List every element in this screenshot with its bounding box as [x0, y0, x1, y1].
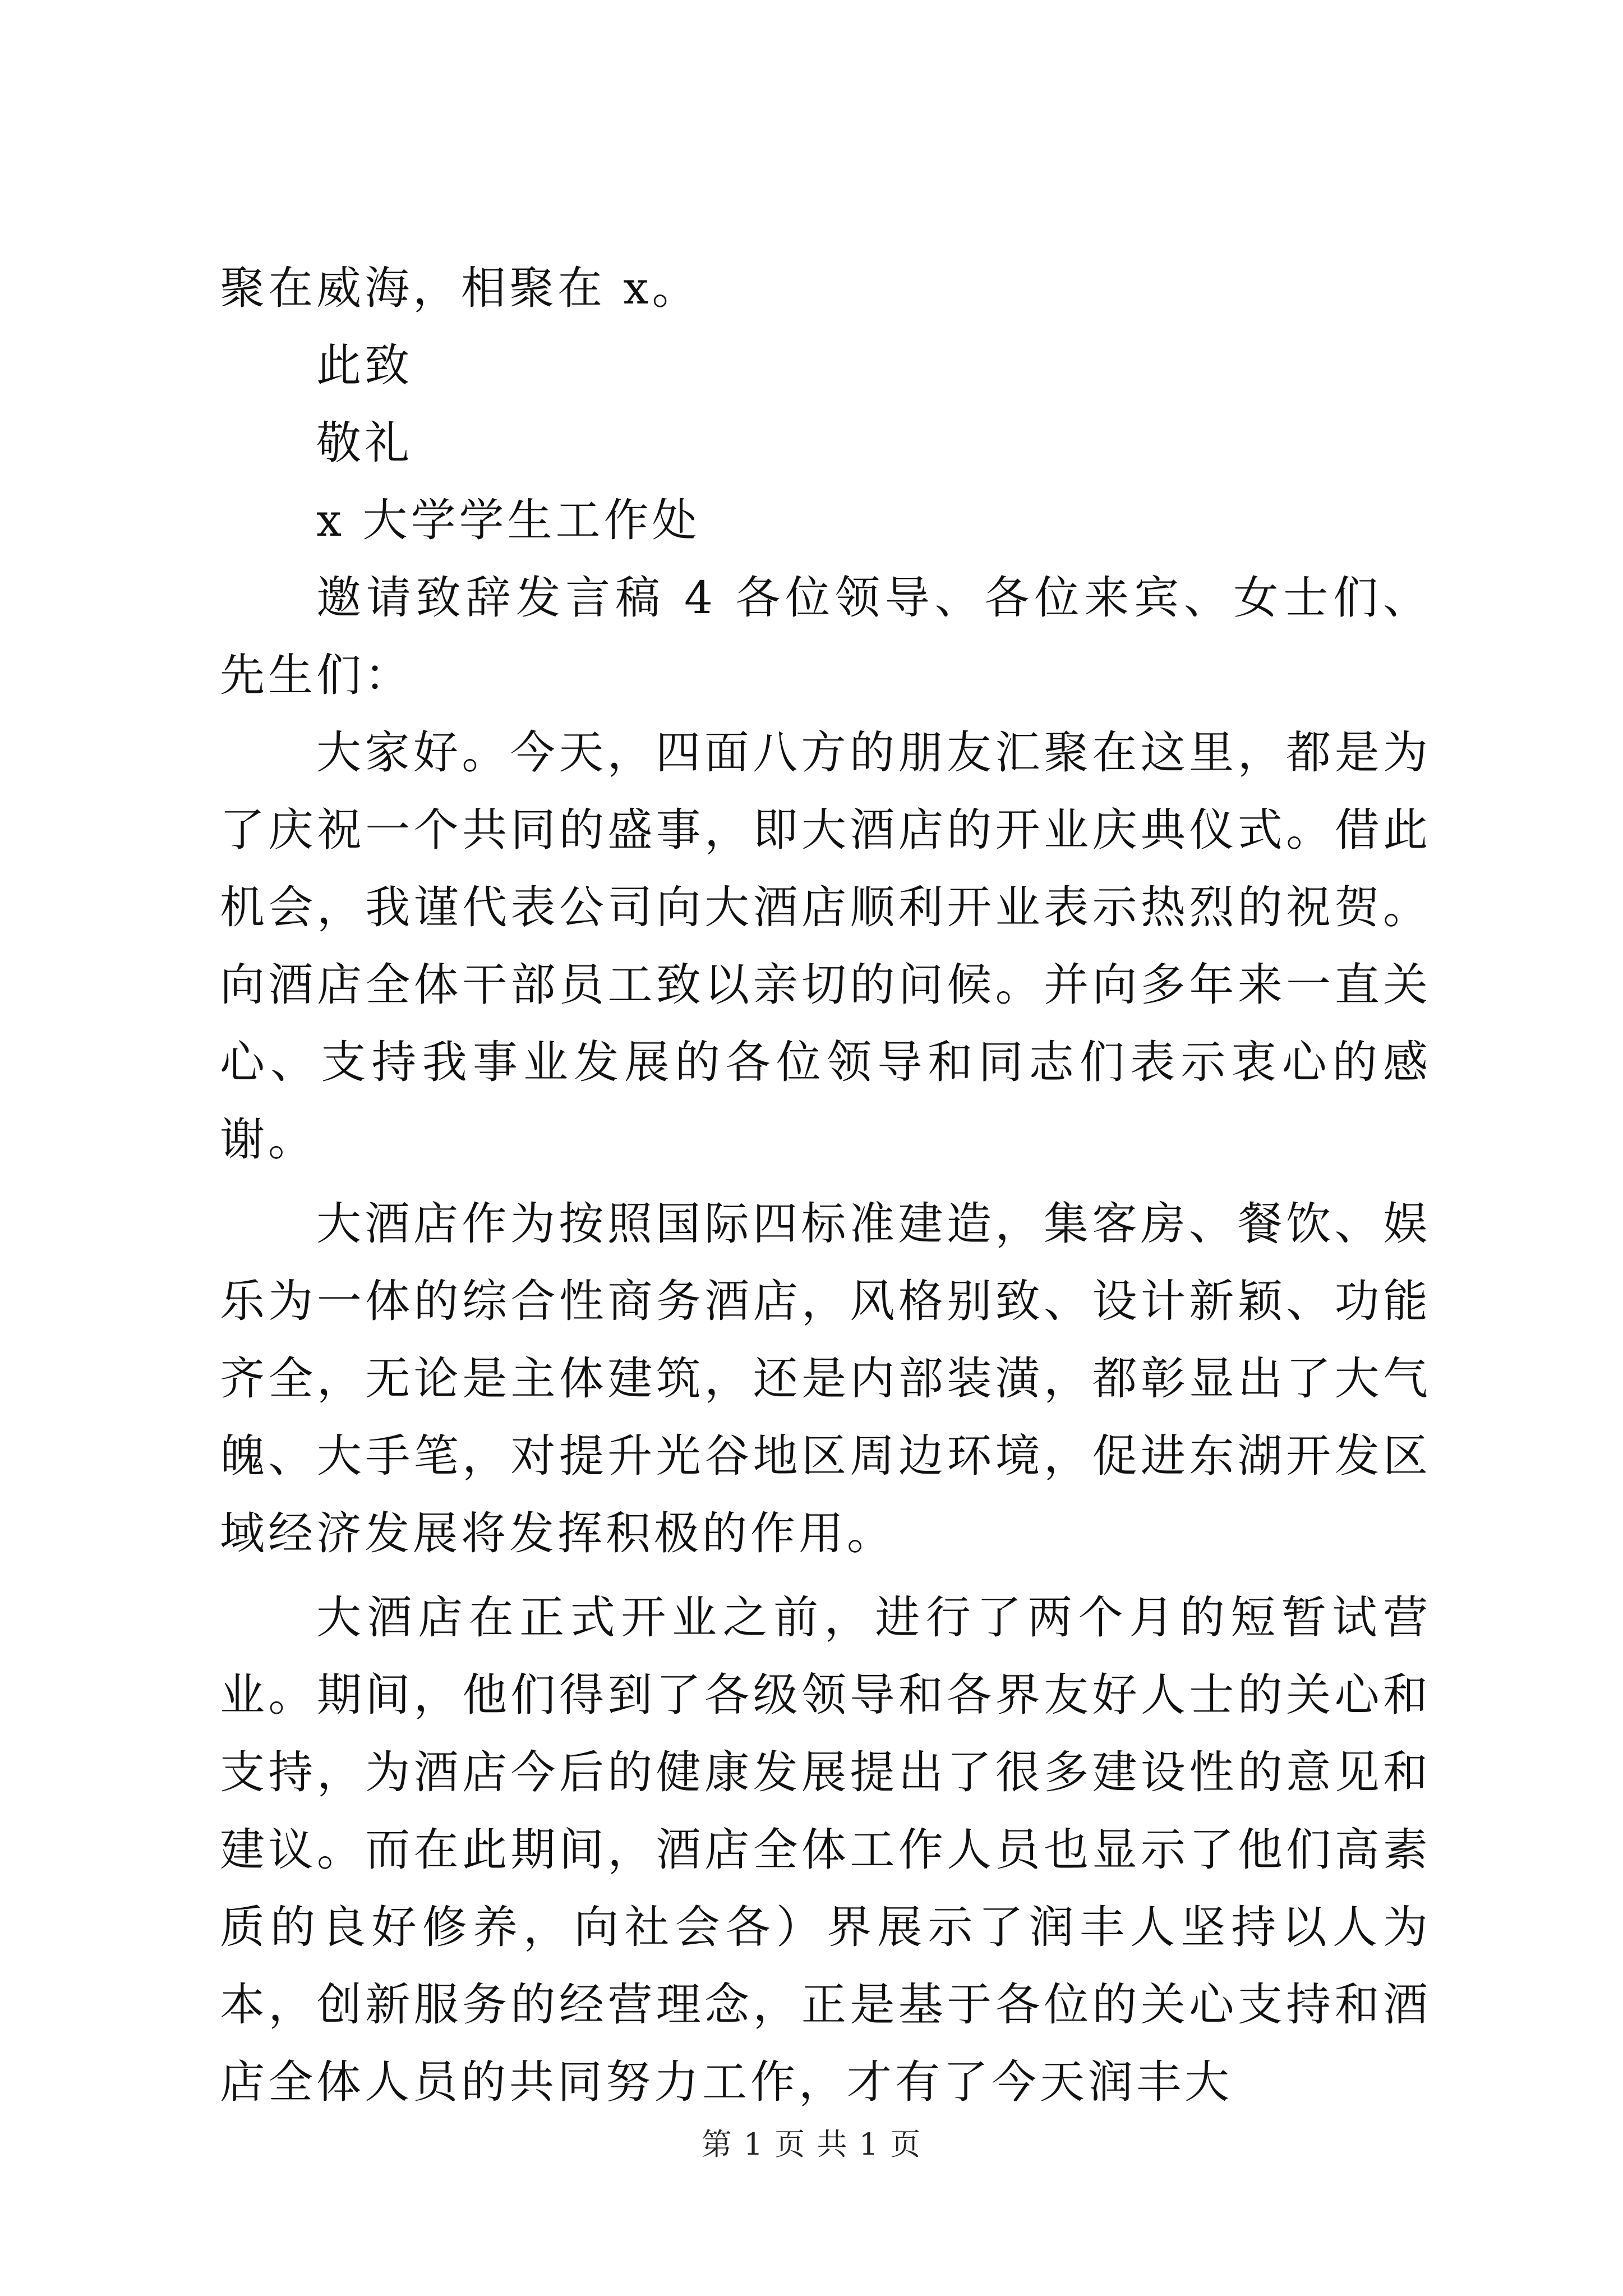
document-body [220, 250, 1431, 2121]
paragraph-salutation-jingli: 敬礼 [316, 417, 413, 469]
page-number-footer: 第 1 页 共 1 页 [701, 2127, 922, 2162]
paragraph-greeting: 大家好。今天，四面八方的朋友汇聚在这里，都是为了庆祝一个共同的盛事，即大酒店的开业庆典仪式。借此机会，我谨代表公司向大酒店顺利开业表示热烈的祝贺。向酒店全体干部员工致以亲切的问候。并向多年来一直关心、支持我事业发展的各位领导和同志们表示衷心的感谢。 [220, 726, 1431, 1166]
paragraph-speech-heading: 邀请致辞发言稿 4 各位领导、各位来宾、女士们、先生们： [220, 572, 1431, 701]
paragraph-trial-operation: 大酒店在正式开业之前，进行了两个月的短暂试营业。期间，他们得到了各级领导和各界友好人士的关心和支持，为酒店今后的健康发展提出了很多建设性的意见和建议。而在此期间，酒店全体工作人员也显示了他们高素质的良好修养，向社会各）界展示了润丰人坚持以人为本，创新服务的经营理念，正是基于各位的关心支持和酒店全体人员的共同努力工作，才有了今天润丰大 [220, 1591, 1431, 2108]
paragraph-salutation-cizhi: 此致 [316, 339, 413, 392]
paragraph-hotel-description: 大酒店作为按照国际四标准建造，集客房、餐饮、娱乐为一体的综合性商务酒店，风格别致、设计新颖、功能齐全，无论是主体建筑，还是内部装潢，都彰显出了大气魄、大手笔，对提升光谷地区周边环境，促进东湖开发区域经济发展将发挥积极的作用。 [220, 1198, 1431, 1559]
paragraph-closing-line: 聚在威海，相聚在 x。 [220, 262, 700, 314]
paragraph-signature: x 大学学生工作处 [316, 494, 700, 546]
